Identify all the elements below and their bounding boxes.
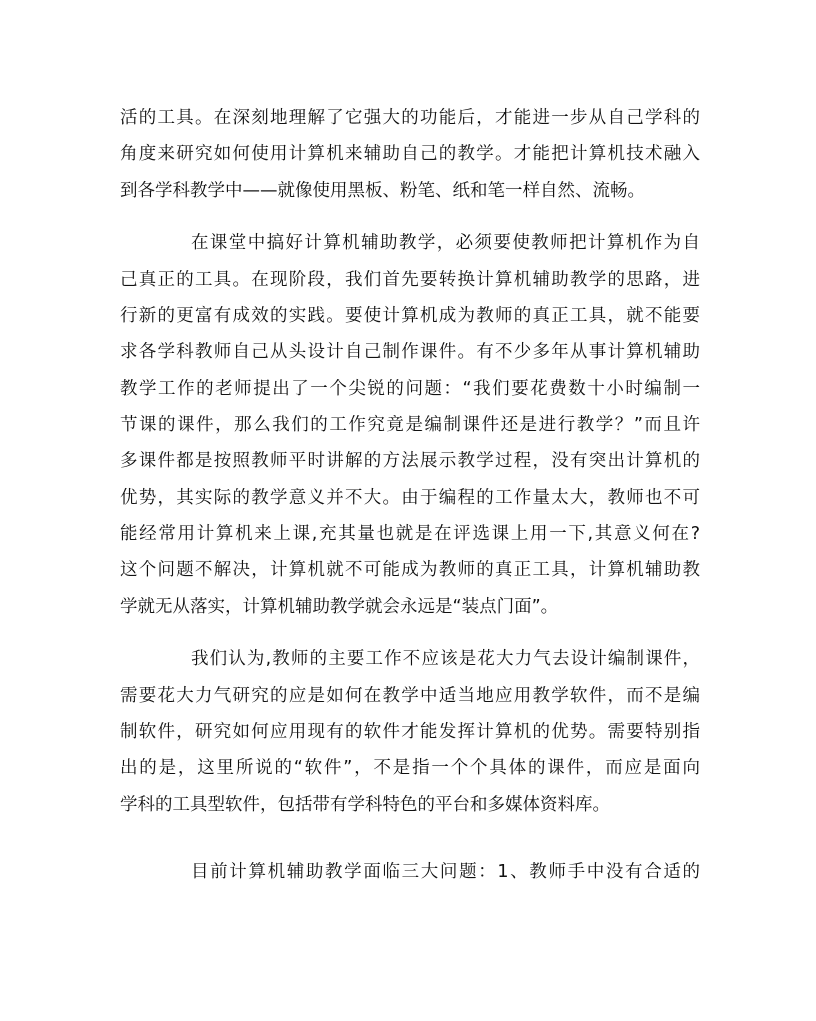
text-line: 制软件，研究如何应用现有的软件才能发挥计算机的优势。需要特别指 [120, 722, 700, 742]
text-line: 能经常用计算机来上课,充其量也就是在评选课上用一下,其意义何在? [120, 524, 700, 544]
paragraph-first-line: 我们认为,教师的主要工作不应该是花大力气去设计编制课件， [191, 649, 700, 669]
paragraph-first-line: 目前计算机辅助教学面临三大问题：1、教师手中没有合适的 [191, 862, 700, 882]
text-line: 节课的课件，那么我们的工作究竟是编制课件还是进行教学？”而且许 [120, 415, 700, 435]
text-line: 己真正的工具。在现阶段，我们首先要转换计算机辅助教学的思路，进 [120, 270, 700, 290]
text-line: 到各学科教学中——就像使用黑板、粉笔、纸和笔一样自然、流畅。 [120, 181, 645, 201]
text-line: 角度来研究如何使用计算机来辅助自己的教学。才能把计算机技术融入 [120, 144, 700, 164]
paragraph-first-line: 在课堂中搞好计算机辅助教学，必须要使教师把计算机作为自 [191, 233, 700, 253]
text-line: 多课件都是按照教师平时讲解的方法展示教学过程，没有突出计算机的 [120, 451, 700, 471]
text-line: 学科的工具型软件，包括带有学科特色的平台和多媒体资料库。 [120, 795, 610, 815]
text-line: 这个问题不解决，计算机就不可能成为教师的真正工具，计算机辅助教 [120, 560, 700, 580]
text-line: 活的工具。在深刻地理解了它强大的功能后，才能进一步从自己学科的 [120, 108, 700, 128]
text-line: 教学工作的老师提出了一个尖锐的问题：“我们要花费数十小时编制一 [120, 379, 700, 399]
text-line: 行新的更富有成效的实践。要使计算机成为教师的真正工具，就不能要 [120, 306, 700, 326]
text-line: 学就无从落实，计算机辅助教学就会永远是“装点门面”。 [120, 597, 559, 617]
text-line: 优势，其实际的教学意义并不大。由于编程的工作量太大，教师也不可 [120, 488, 700, 508]
text-line: 求各学科教师自己从头设计自己制作课件。有不少多年从事计算机辅助 [120, 342, 700, 362]
text-line: 需要花大力气研究的应是如何在教学中适当地应用教学软件，而不是编 [120, 686, 700, 706]
text-line: 出的是，这里所说的“软件”，不是指一个个具体的课件，而应是面向 [120, 758, 700, 778]
